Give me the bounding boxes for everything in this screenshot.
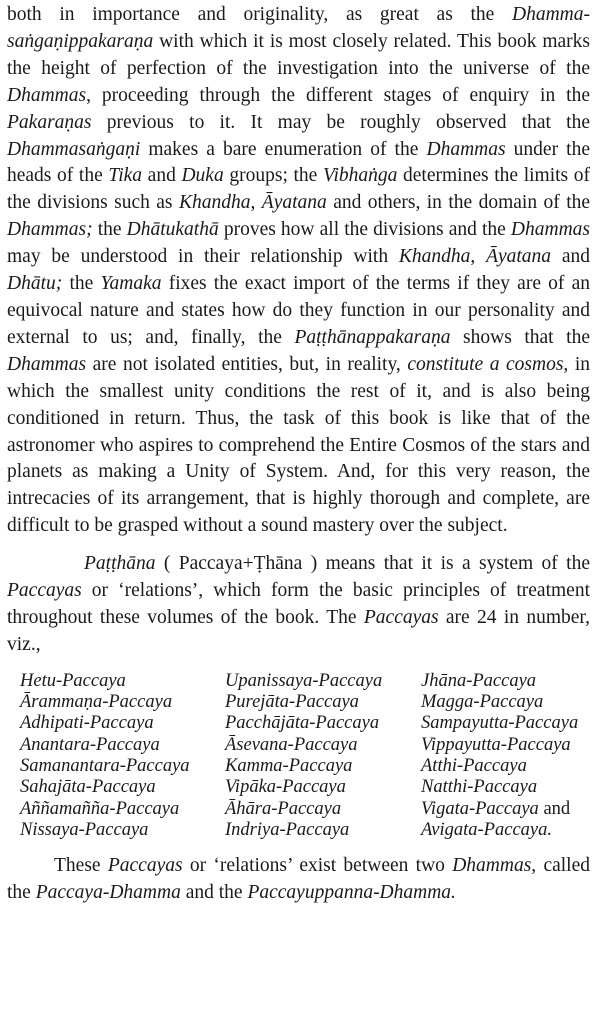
paccaya-item [225,671,421,692]
italic-term: Paṭṭhāna [84,553,156,575]
paccaya-item [421,756,600,777]
text-run: and [551,246,591,268]
italic-term: Paṭṭhānappakaraṇa [294,326,451,348]
italic-term: Tika [108,165,143,187]
paccaya-name: Āsevana-Paccaya [225,734,358,755]
paccaya-name: Atthi-Paccaya [421,755,527,776]
paccaya-name: Indriya-Paccaya [225,819,350,840]
paccaya-name: Samanantara-Paccaya [20,755,190,776]
italic-term: Dhamma-saṅgaṇippakaraṇa [7,4,590,52]
paccaya-item [225,820,421,841]
text-run: proves how all the divisions and the [218,219,511,241]
italic-term: constitute a cosmos [407,353,564,375]
paccaya-item [225,777,421,798]
paccaya-name: Āhāra-Paccaya [225,798,342,819]
text-run: , proceeding through the different stages of enquiry in the [86,84,590,106]
paccaya-item [20,713,225,734]
text-run: the [92,219,127,241]
text-run: the [62,273,101,295]
paccaya-name: Vipāka-Paccaya [225,777,346,798]
italic-term: Āyatana [486,246,552,268]
italic-term: Duka [181,165,224,187]
text-run: or ‘relations’ exist between two [182,855,453,877]
text-run: , called the [7,855,590,904]
text-run: groups; the [223,165,323,187]
paccaya-item [421,820,600,841]
paccaya-item [20,777,225,798]
paccaya-name: Vigata-Paccaya [421,798,539,819]
italic-term: Paccayas [7,580,82,602]
paccaya-item [20,735,225,756]
paccaya-item [421,692,600,713]
italic-term: Dhammas [510,219,590,241]
paccaya-item [421,713,600,734]
text-run: These [54,855,108,877]
paccaya-name: Aññamañña-Paccaya [20,798,180,819]
italic-term: Dhammas [7,353,87,375]
text-run: , in which the smallest unity conditions the rest of it, and is also being conditioned in return. Thus, the task of this book is like that of the astronomer who aspires to comprehend the Entire Cosmos of the stars and planets as making a Unity of System. And, for this very reason, the intrecacies of its arrangement, that is highly thorough and complete, are difficult to be grasped without a sound mastery over the subject. [7,353,591,537]
paccaya-name: Vippayutta-Paccaya [421,734,571,755]
paccaya-item [20,671,225,692]
paccaya-name: Magga-Paccaya [421,692,544,713]
body-paragraph-3 [7,853,590,907]
text-run: makes a bare enumeration of the [140,138,427,160]
paccaya-name: Sampayutta-Paccaya [421,713,579,734]
body-paragraph-1 [7,2,590,540]
paccaya-item [225,713,421,734]
paccaya-item [20,692,225,713]
italic-term: Dhammas [426,138,506,160]
italic-term: Dhammas; [7,219,93,241]
italic-term: Khandha [178,192,251,214]
paccaya-name: Kamma-Paccaya [225,755,353,776]
text-run: , [250,192,262,214]
paccaya-name: Hetu-Paccaya [20,670,126,691]
italic-term: Paccayas [363,606,439,628]
italic-term: Dhammasaṅgaṇi [7,138,141,160]
paccaya-name: Sahajāta-Paccaya [20,777,156,798]
paccaya-name: Natthi-Paccaya [421,777,538,798]
italic-term: Pakaraṇas [7,111,92,133]
paccaya-name: Jhāna-Paccaya [421,670,537,691]
paccaya-name: Avigata-Paccaya. [421,819,552,840]
italic-term: Paccayas [107,855,183,877]
body-paragraph-2 [7,551,590,659]
paccaya-item [421,671,600,692]
text-run: previous to it. It may be roughly observed that the [91,111,590,133]
text-run: under the heads of the [7,138,590,187]
italic-term: Khandha [398,246,471,268]
paccaya-name: Pacchājāta-Paccaya [225,713,380,734]
paccaya-name: Ārammaṇa-Paccaya [20,692,173,713]
paccaya-name: Nissaya-Paccaya [20,819,149,840]
paccaya-item [421,799,600,820]
text-run: ( Paccaya+Ṭhāna ) means that it is a system of the [155,553,590,575]
italic-term: Dhammas [452,855,532,877]
conjunction-and: and [543,798,571,819]
paccaya-item [20,799,225,820]
text-run: both in importance and originality, as great as the [7,4,512,25]
text-run: are 24 in number, viz., [7,606,590,655]
paccaya-item [225,692,421,713]
italic-term: Vibhaṅga [322,165,398,187]
text-run: are not isolated entities, but, in reality, [86,353,408,375]
paccaya-item [20,756,225,777]
paccaya-name: Upanissaya-Paccaya [225,670,383,691]
italic-term: Paccaya-Dhamma [35,882,181,904]
text-run: determines the limits of the divisions such as [7,165,591,214]
text-run: shows that the [450,326,590,348]
paccaya-name: Adhipati-Paccaya [20,713,154,734]
italic-term: Yamaka [100,273,162,295]
italic-term: Dhammas [7,84,87,106]
paccaya-name: Anantara-Paccaya [20,734,160,755]
paccaya-item [225,735,421,756]
italic-term: Dhātu; [7,273,63,295]
italic-term: Dhātukathā [126,219,219,241]
text-run: and [142,165,182,187]
text-run: , [470,246,487,268]
text-run: and the [180,882,248,904]
italic-term: Paccayuppanna-Dhamma. [247,882,456,904]
paccaya-item [421,777,600,798]
text-run: may be understood in their relationship with [7,246,399,268]
paccaya-item [225,756,421,777]
paccaya-item [20,820,225,841]
text-run: and others, in the domain of the [326,192,591,214]
italic-term: Āyatana [261,192,327,214]
text-run: with which it is most closely related. This book marks the height of perfection of the investigation into the universe of the [7,30,590,79]
paccaya-item [421,735,600,756]
text-run: fixes the exact import of the terms if they are of an equivocal nature and states how do they function in our personality and external to us; and, finally, the [7,273,591,348]
text-run: or ‘relations’, which form the basic principles of treatment throughout these volumes of the book. The [7,580,590,628]
paccaya-item [225,799,421,820]
paccaya-list [20,671,590,841]
paccaya-name: Purejāta-Paccaya [225,692,359,713]
